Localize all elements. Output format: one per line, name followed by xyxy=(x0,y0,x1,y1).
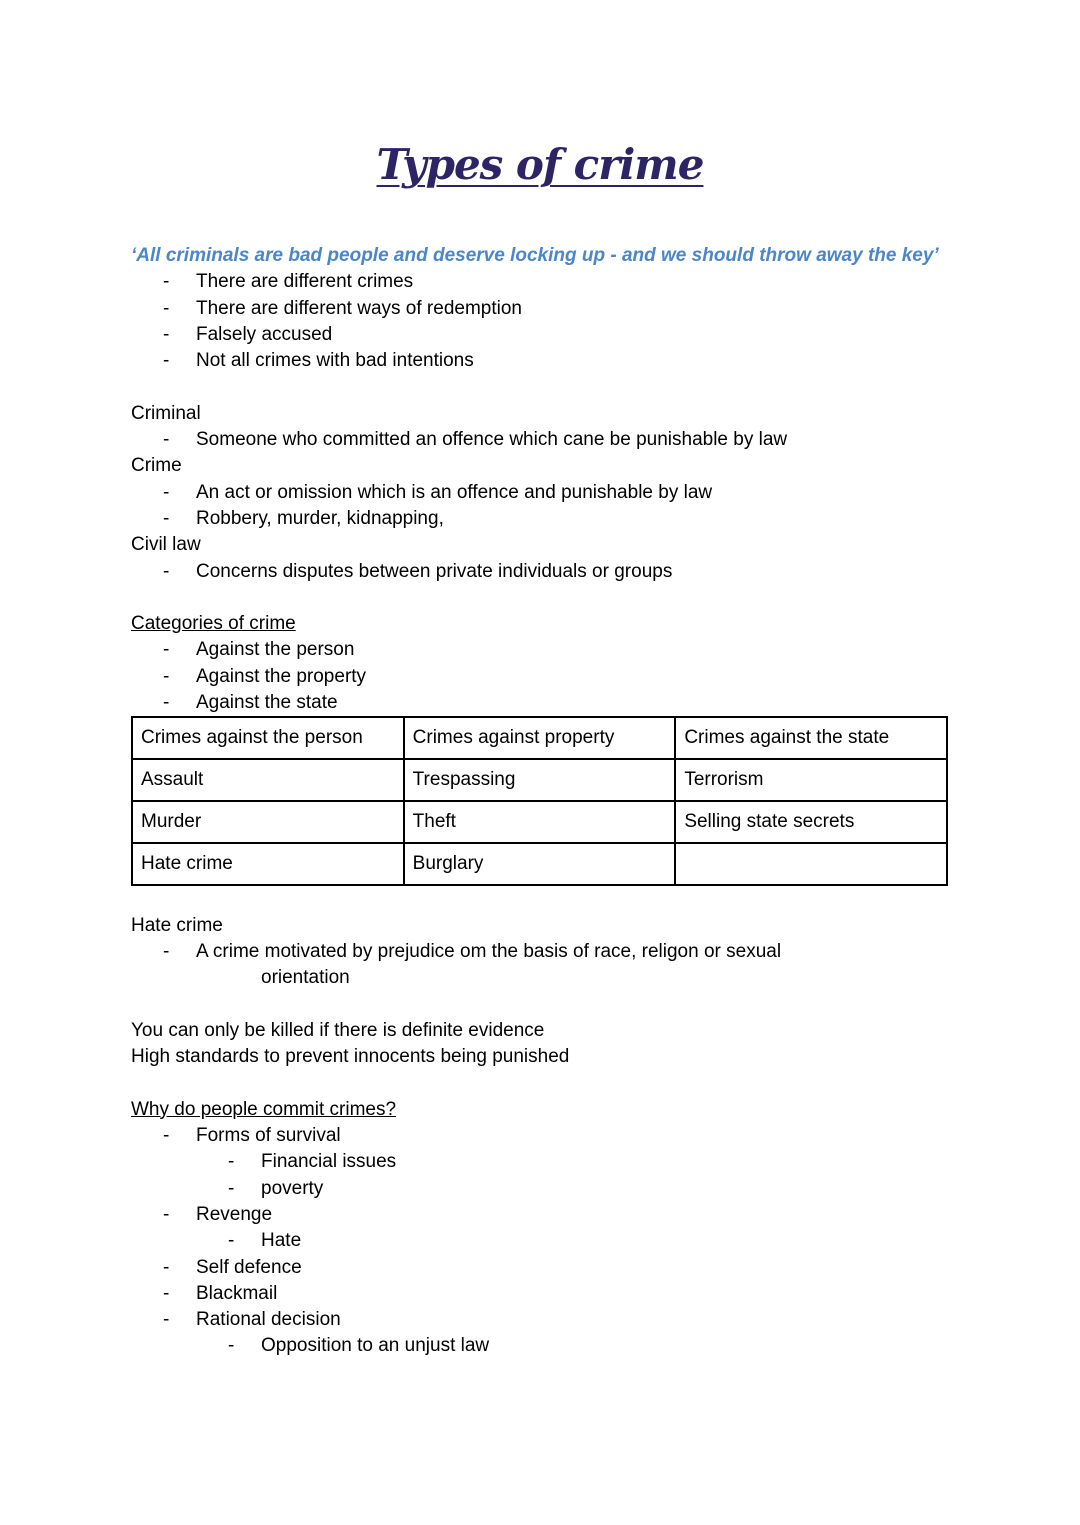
evidence-line: High standards to prevent innocents being punished xyxy=(131,1046,570,1068)
spacer xyxy=(131,585,951,611)
table-header-cell: Crimes against the person xyxy=(132,717,404,759)
list-item xyxy=(131,637,951,663)
sub-list-item xyxy=(131,1333,951,1359)
table-row xyxy=(132,843,947,885)
list-item-text: Forms of survival xyxy=(196,1125,341,1147)
term-hate-crime: Hate crime xyxy=(131,914,223,936)
table-cell xyxy=(675,843,947,885)
list-item-text: There are different crimes xyxy=(196,271,414,293)
list-item xyxy=(131,1202,951,1228)
spacer xyxy=(131,1070,951,1096)
list-item xyxy=(131,939,951,965)
list-item-continuation: orientation xyxy=(261,967,350,989)
dash-bullet: - xyxy=(163,1282,170,1304)
list-item xyxy=(131,1281,951,1307)
list-item-text: Revenge xyxy=(196,1203,273,1225)
list-item-text: There are different ways of redemption xyxy=(196,297,522,319)
dash-bullet: - xyxy=(163,692,170,714)
table-cell: Assault xyxy=(132,759,404,801)
sub-list-item xyxy=(131,1149,951,1175)
list-item xyxy=(131,690,951,716)
list-item-text: Against the property xyxy=(196,665,367,687)
dash-bullet: - xyxy=(163,940,170,962)
table-cell: Terrorism xyxy=(675,759,947,801)
table-header-cell: Crimes against the state xyxy=(675,717,947,759)
list-item-text: Concerns disputes between private individuals or groups xyxy=(196,560,673,582)
list-item xyxy=(131,506,951,532)
document-body xyxy=(131,243,951,1360)
term-crime: Crime xyxy=(131,455,182,477)
table-header-cell: Crimes against property xyxy=(404,717,676,759)
term-civil-law: Civil law xyxy=(131,534,201,556)
why-heading: Why do people commit crimes? xyxy=(131,1098,397,1120)
table-cell: Murder xyxy=(132,801,404,843)
list-item-text: A crime motivated by prejudice om the basis of race, religon or sexual xyxy=(196,940,782,962)
list-item-text: Blackmail xyxy=(196,1282,278,1304)
list-item-text: Opposition to an unjust law xyxy=(261,1335,490,1357)
term-criminal: Criminal xyxy=(131,402,201,424)
list-item xyxy=(131,296,951,322)
table-cell: Burglary xyxy=(404,843,676,885)
dash-bullet: - xyxy=(163,481,170,503)
list-item-text: Financial issues xyxy=(261,1151,397,1173)
dash-bullet: - xyxy=(163,507,170,529)
dash-bullet: - xyxy=(228,1177,235,1199)
dash-bullet: - xyxy=(228,1335,235,1357)
list-item-text: Robbery, murder, kidnapping, xyxy=(196,507,444,529)
sub-list-item xyxy=(131,1176,951,1202)
dash-bullet: - xyxy=(163,323,170,345)
table-cell: Theft xyxy=(404,801,676,843)
dash-bullet: - xyxy=(163,297,170,319)
dash-bullet: - xyxy=(163,429,170,451)
list-item-text: Against the person xyxy=(196,639,355,661)
list-item xyxy=(131,559,951,585)
dash-bullet: - xyxy=(163,350,170,372)
table-header-row xyxy=(132,717,947,759)
dash-bullet: - xyxy=(163,1309,170,1331)
table-row xyxy=(132,801,947,843)
list-item-text: poverty xyxy=(261,1177,324,1199)
list-item-text: Against the state xyxy=(196,692,338,714)
dash-bullet: - xyxy=(228,1151,235,1173)
list-item xyxy=(131,480,951,506)
quote-statement: ‘All criminals are bad people and deserve locking up - and we should throw away the key’ xyxy=(131,245,939,266)
dash-bullet: - xyxy=(228,1230,235,1252)
list-item xyxy=(131,1123,951,1149)
table-cell: Hate crime xyxy=(132,843,404,885)
list-item-text: Rational decision xyxy=(196,1309,341,1331)
list-item xyxy=(131,1307,951,1333)
list-item xyxy=(131,664,951,690)
list-item-text: An act or omission which is an offence and punishable by law xyxy=(196,481,713,503)
list-item xyxy=(131,322,951,348)
dash-bullet: - xyxy=(163,665,170,687)
evidence-line: You can only be killed if there is definite evidence xyxy=(131,1019,545,1041)
dash-bullet: - xyxy=(163,639,170,661)
table-cell: Trespassing xyxy=(404,759,676,801)
dash-bullet: - xyxy=(163,271,170,293)
page-title: Types of crime xyxy=(376,140,704,189)
list-item xyxy=(131,269,951,295)
dash-bullet: - xyxy=(163,1203,170,1225)
list-item xyxy=(131,1255,951,1281)
list-item-text: Self defence xyxy=(196,1256,302,1278)
list-item xyxy=(131,348,951,374)
dash-bullet: - xyxy=(163,560,170,582)
list-item xyxy=(131,427,951,453)
crimes-table xyxy=(131,716,948,886)
list-item-text: Falsely accused xyxy=(196,323,333,345)
dash-bullet: - xyxy=(163,1125,170,1147)
table-row xyxy=(132,759,947,801)
list-item-text: Someone who committed an offence which cane be punishable by law xyxy=(196,429,788,451)
list-item-text: Not all crimes with bad intentions xyxy=(196,350,474,372)
spacer xyxy=(131,886,951,912)
categories-heading: Categories of crime xyxy=(131,613,296,635)
sub-list-item xyxy=(131,1228,951,1254)
spacer xyxy=(131,374,951,400)
spacer xyxy=(131,992,951,1018)
dash-bullet: - xyxy=(163,1256,170,1278)
list-item-text: Hate xyxy=(261,1230,302,1252)
table-cell: Selling state secrets xyxy=(675,801,947,843)
